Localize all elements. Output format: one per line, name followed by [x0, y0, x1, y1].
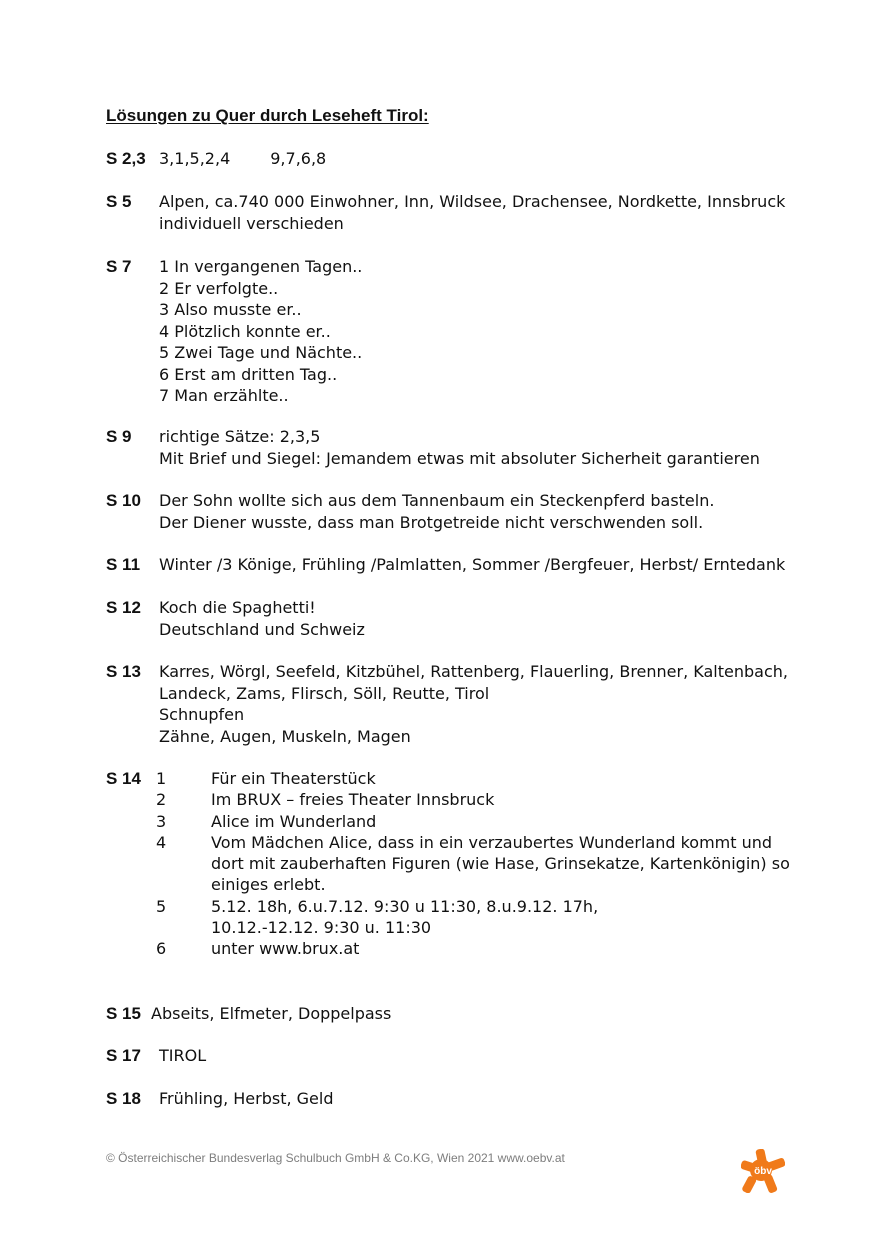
item-text: 10.12.-12.12. 9:30 u. 11:30 [211, 918, 432, 938]
answer-line: 1 In vergangenen Tagen.. [159, 257, 363, 276]
answer-line: 7 Man erzählte.. [159, 386, 289, 405]
footer-copyright: © Österreichischer Bundesverlag Schulbuch GmbH & Co.KG, Wien 2021 www.oebv.at [106, 1151, 565, 1165]
answer-line: 2 Er verfolgte.. [159, 278, 279, 298]
item-text: Vom Mädchen Alice, dass in ein verzaubertes Wunderland kommt und [211, 832, 773, 852]
section-label: S 15 [106, 1004, 141, 1023]
answer-line: Koch die Spaghetti! [159, 598, 316, 617]
answer-line: Der Diener wusste, dass man Brotgetreide nicht verschwenden soll. [159, 512, 704, 532]
section-label: S 14 [106, 769, 141, 788]
oebv-logo-icon [741, 1149, 785, 1193]
section-label: S 12 [106, 598, 141, 617]
answer-line: 6 Erst am dritten Tag.. [159, 364, 338, 384]
answer-line: TIROL [159, 1046, 207, 1065]
answer-line: Winter /3 Könige, Frühling /Palmlatten, Sommer /Bergfeuer, Herbst/ Erntedank [159, 555, 786, 574]
answer-line: Zähne, Augen, Muskeln, Magen [159, 726, 411, 746]
item-number: 6 [156, 939, 167, 959]
answer-line: Der Sohn wollte sich aus dem Tannenbaum ein Steckenpferd basteln. [159, 491, 715, 510]
section-label: S 11 [106, 555, 141, 574]
section-label: S 7 [106, 257, 132, 276]
answer-line: 5 Zwei Tage und Nächte.. [159, 343, 363, 362]
item-number: 2 [156, 790, 167, 810]
page-title: Lösungen zu Quer durch Leseheft Tirol: [106, 106, 429, 125]
answer-line: 3,1,5,2,4 9,7,6,8 [159, 149, 327, 168]
item-text: einiges erlebt. [211, 875, 326, 895]
answer-line: 4 Plötzlich konnte er.. [159, 321, 331, 341]
section-label: S 5 [106, 192, 132, 211]
answer-line: 3 Also musste er.. [159, 300, 302, 319]
section-label: S 18 [106, 1089, 141, 1108]
answer-line: Alpen, ca.740 000 Einwohner, Inn, Wildsee, Drachensee, Nordkette, Innsbruck [159, 192, 786, 211]
section-label: S 2,3 [106, 149, 146, 168]
answer-line: Schnupfen [159, 705, 245, 724]
answer-line: richtige Sätze: 2,3,5 [159, 427, 321, 446]
answer-line: Abseits, Elfmeter, Doppelpass [151, 1004, 392, 1023]
item-text: Alice im Wunderland [211, 811, 377, 831]
answer-line: Landeck, Zams, Flirsch, Söll, Reutte, Tirol [159, 683, 490, 703]
section-label: S 17 [106, 1046, 141, 1065]
logo-text: öbv [754, 1166, 772, 1177]
item-number: 5 [156, 896, 167, 916]
section-label: S 10 [106, 491, 141, 510]
item-text: dort mit zauberhaften Figuren (wie Hase, Grinsekatze, Kartenkönigin) so [211, 854, 790, 874]
item-number: 1 [156, 769, 167, 788]
item-text: 5.12. 18h, 6.u.7.12. 9:30 u 11:30, 8.u.9.12. 17h, [211, 896, 599, 916]
item-number: 4 [156, 832, 167, 852]
answer-line: Karres, Wörgl, Seefeld, Kitzbühel, Rattenberg, Flauerling, Brenner, Kaltenbach, [159, 662, 788, 681]
item-text: Im BRUX – freies Theater Innsbruck [211, 790, 495, 810]
item-text: unter www.brux.at [211, 939, 360, 959]
answer-line: Mit Brief und Siegel: Jemandem etwas mit absoluter Sicherheit garantieren [159, 448, 760, 468]
item-text: Für ein Theaterstück [211, 769, 376, 788]
section-label: S 9 [106, 427, 132, 446]
answer-line: Frühling, Herbst, Geld [159, 1089, 334, 1108]
answer-line: Deutschland und Schweiz [159, 619, 365, 639]
item-number: 3 [156, 811, 167, 831]
section-label: S 13 [106, 662, 141, 681]
answer-line: individuell verschieden [159, 213, 344, 233]
